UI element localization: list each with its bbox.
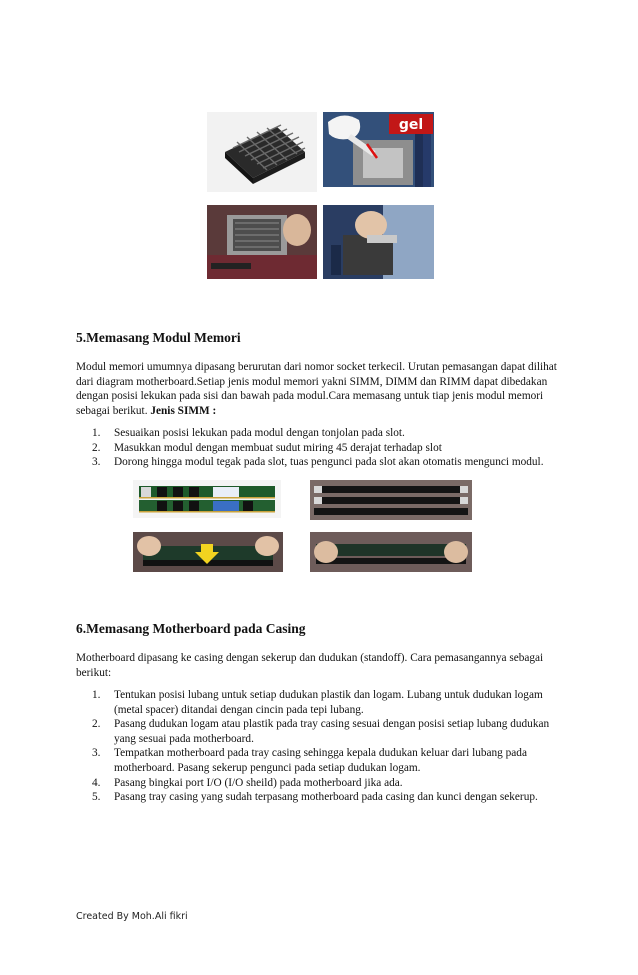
list-item: 2. Masukkan modul dengan membuat sudut miring 45 derajat terhadap slot bbox=[92, 441, 442, 454]
thermal-gel-photo bbox=[323, 112, 434, 187]
section-5-steps bbox=[92, 426, 567, 470]
section-5-body: Modul memori umumnya dipasang berurutan dari nomor socket terkecil. Urutan pemasangan dapat dilihat dari diagram motherboard.Setiap jenis modul memori yakni SIMM, DIMM dan RIMM dapat dibedakan dengan posisi lekukan pada sisi dan bawah pada modul.Cara memasang untuk tiap jenis modul memori sebagai berikut. bbox=[76, 361, 557, 417]
list-item: 4. Pasang bingkai port I/O (I/O sheild) pada motherboard jika ada. bbox=[92, 776, 403, 789]
section-6-body: Motherboard dipasang ke casing dengan sekerup dan dudukan (standoff). Cara pemasangannya sebagai berikut: bbox=[76, 652, 544, 679]
insert-memory-photo bbox=[133, 532, 283, 572]
cpu-clip-photo bbox=[323, 205, 434, 279]
section-6-title: 6.Memasang Motherboard pada Casing bbox=[76, 621, 306, 636]
section-5-title: 5.Memasang Modul Memori bbox=[76, 330, 241, 345]
gel-label: gel bbox=[398, 117, 424, 133]
list-item: 3. Dorong hingga modul tegak pada slot, tuas pengunci pada slot akan otomatis mengunci modul. bbox=[92, 456, 544, 469]
heatsink-photo bbox=[207, 112, 317, 192]
section-5-paragraph bbox=[76, 360, 566, 418]
simm-modules-photo bbox=[133, 480, 281, 518]
list-item: 3. Tempatkan motherboard pada tray casing sehingga kepala dudukan keluar dari lubang pada motherboard. Pasang sekerup pengunci pada setiap dudukan logam. bbox=[92, 747, 527, 774]
memory-slot-photo bbox=[310, 480, 472, 520]
list-item: 2. Pasang dudukan logam atau plastik pada tray casing sesuai dengan posisi setiap lubang dudukan yang sesuai pada motherboard. bbox=[92, 718, 550, 745]
section-6-steps bbox=[92, 688, 567, 805]
list-item: 5. Pasang tray casing yang sudah terpasang motherboard pada casing dan kunci dengan sekerup. bbox=[92, 791, 538, 804]
cpu-fan-install-photo bbox=[207, 205, 317, 279]
footer-credit: Created By Moh.Ali fikri bbox=[76, 911, 188, 922]
section-5-body-bold: Jenis SIMM : bbox=[150, 404, 217, 417]
list-item: 1. Sesuaikan posisi lekukan pada modul dengan tonjolan pada slot. bbox=[92, 427, 405, 439]
list-item: 1. Tentukan posisi lubang untuk setiap dudukan plastik dan logam. Lubang untuk dudukan logam (metal spacer) ditandai dengan cincin pada tepi lubang. bbox=[92, 689, 543, 716]
memory-lock-photo bbox=[310, 532, 472, 572]
